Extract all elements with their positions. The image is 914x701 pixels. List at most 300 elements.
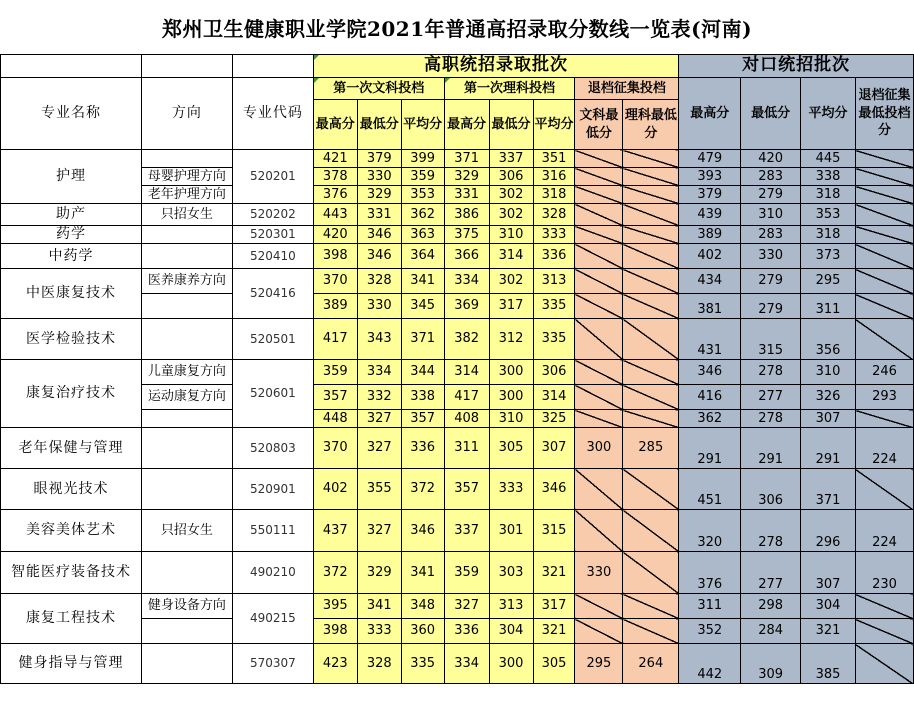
direction-cell	[141, 410, 232, 428]
major-name-cell: 眼视光技术	[1, 469, 142, 510]
wenke-avg-cell: 336	[401, 428, 444, 469]
duikou-min-header: 最低分	[741, 78, 801, 150]
wenke-max-cell: 376	[313, 186, 357, 204]
wenke-max-cell: 398	[313, 619, 357, 644]
wenke-header: 第一次文科投档	[313, 78, 444, 100]
tuidang-like-cell	[623, 410, 679, 428]
wenke-avg-cell: 341	[401, 552, 444, 594]
tuidang-like-cell	[623, 510, 679, 552]
wenke-max-cell: 448	[313, 410, 357, 428]
like-max-header: 最高分	[444, 100, 489, 150]
wenke-avg-cell: 364	[401, 244, 444, 269]
major-code-cell: 520601	[232, 360, 313, 428]
like-max-cell: 417	[444, 385, 489, 410]
like-min-cell: 302	[489, 269, 533, 294]
wenke-max-cell: 372	[313, 552, 357, 594]
duikou-max-cell: 439	[679, 204, 741, 226]
like-avg-cell: 318	[533, 186, 575, 204]
like-avg-header: 平均分	[533, 100, 575, 150]
duikou-avg-cell: 373	[801, 244, 856, 269]
duikou-avg-cell: 445	[801, 150, 856, 168]
like-avg-cell: 305	[533, 644, 575, 684]
duikou-avg-cell: 353	[801, 204, 856, 226]
major-code-cell: 520301	[232, 226, 313, 244]
tuidang-wenke-cell	[575, 410, 623, 428]
duikou-tuidang-cell	[855, 186, 913, 204]
like-min-cell: 310	[489, 410, 533, 428]
duikou-min-cell: 330	[741, 244, 801, 269]
like-max-cell: 331	[444, 186, 489, 204]
duikou-max-cell: 352	[679, 619, 741, 644]
duikou-avg-cell: 371	[801, 469, 856, 510]
duikou-avg-cell: 296	[801, 510, 856, 552]
wenke-min-cell: 327	[357, 410, 401, 428]
wenke-avg-cell: 359	[401, 168, 444, 186]
wenke-min-cell: 346	[357, 244, 401, 269]
wenke-avg-cell: 360	[401, 619, 444, 644]
major-code-cell: 520202	[232, 204, 313, 226]
major-name-cell: 医学检验技术	[1, 319, 142, 360]
like-avg-cell: 316	[533, 168, 575, 186]
table-row	[1, 469, 914, 510]
direction-cell: 运动康复方向	[141, 385, 232, 410]
direction-cell: 老年护理方向	[141, 186, 232, 204]
tuidang-like-header: 理科最低分	[623, 100, 679, 150]
duikou-batch-header: 对口统招批次	[679, 55, 914, 78]
tuidang-wenke-cell	[575, 204, 623, 226]
like-max-cell: 357	[444, 469, 489, 510]
tuidang-wenke-cell	[575, 168, 623, 186]
wenke-min-cell: 327	[357, 428, 401, 469]
tuidang-like-cell	[623, 294, 679, 319]
like-min-cell: 306	[489, 168, 533, 186]
table-row	[1, 150, 914, 168]
major-name-cell: 健身指导与管理	[1, 644, 142, 684]
like-max-cell: 314	[444, 360, 489, 385]
wenke-min-cell: 332	[357, 385, 401, 410]
like-avg-cell: 335	[533, 319, 575, 360]
duikou-max-cell: 346	[679, 360, 741, 385]
duikou-min-cell: 284	[741, 619, 801, 644]
wenke-min-cell: 333	[357, 619, 401, 644]
duikou-max-cell: 451	[679, 469, 741, 510]
duikou-tuidang-cell	[855, 168, 913, 186]
duikou-max-cell: 431	[679, 319, 741, 360]
tuidang-wenke-cell: 295	[575, 644, 623, 684]
tuidang-like-cell	[623, 226, 679, 244]
wenke-avg-cell: 357	[401, 410, 444, 428]
duikou-max-cell: 376	[679, 552, 741, 594]
like-min-header: 最低分	[489, 100, 533, 150]
major-code-cell: 520803	[232, 428, 313, 469]
tuidang-like-cell	[623, 168, 679, 186]
wenke-max-cell: 437	[313, 510, 357, 552]
wenke-max-cell: 370	[313, 269, 357, 294]
wenke-avg-cell: 399	[401, 150, 444, 168]
duikou-tuidang-cell: 246	[855, 360, 913, 385]
wenke-max-cell: 421	[313, 150, 357, 168]
duikou-avg-cell: 318	[801, 226, 856, 244]
wenke-max-cell: 359	[313, 360, 357, 385]
wenke-min-cell: 331	[357, 204, 401, 226]
wenke-avg-cell: 363	[401, 226, 444, 244]
duikou-min-cell: 277	[741, 552, 801, 594]
like-max-cell: 386	[444, 204, 489, 226]
duikou-avg-cell: 326	[801, 385, 856, 410]
duikou-max-cell: 389	[679, 226, 741, 244]
corner-cell	[232, 55, 313, 78]
like-avg-cell: 333	[533, 226, 575, 244]
major-code-cell: 520416	[232, 269, 313, 319]
like-max-cell: 382	[444, 319, 489, 360]
tuidang-like-cell	[623, 469, 679, 510]
duikou-avg-cell: 321	[801, 619, 856, 644]
wenke-min-cell: 329	[357, 186, 401, 204]
like-avg-cell: 307	[533, 428, 575, 469]
wenke-avg-cell: 344	[401, 360, 444, 385]
duikou-max-cell: 379	[679, 186, 741, 204]
major-code-cell: 550111	[232, 510, 313, 552]
like-min-cell: 317	[489, 294, 533, 319]
like-max-cell: 337	[444, 510, 489, 552]
wenke-avg-cell: 345	[401, 294, 444, 319]
tuidang-wenke-cell	[575, 385, 623, 410]
duikou-min-cell: 278	[741, 410, 801, 428]
wenke-min-cell: 328	[357, 269, 401, 294]
wenke-max-cell: 423	[313, 644, 357, 684]
table-row	[1, 360, 914, 385]
wenke-min-cell: 379	[357, 150, 401, 168]
duikou-tuidang-cell: 230	[855, 552, 913, 594]
duikou-min-cell: 279	[741, 269, 801, 294]
like-min-cell: 303	[489, 552, 533, 594]
wenke-min-cell: 330	[357, 294, 401, 319]
like-min-cell: 304	[489, 619, 533, 644]
tuidang-wenke-cell	[575, 226, 623, 244]
sheet-title: 郑州卫生健康职业学院2021年普通高招录取分数线一览表(河南)	[161, 16, 753, 41]
duikou-tuidang-header: 退档征集最低投档分	[855, 78, 913, 150]
like-min-cell: 302	[489, 186, 533, 204]
like-min-cell: 305	[489, 428, 533, 469]
like-min-cell: 300	[489, 385, 533, 410]
wenke-min-cell: 355	[357, 469, 401, 510]
table-row	[1, 644, 914, 684]
like-min-cell: 313	[489, 594, 533, 619]
like-avg-cell: 346	[533, 469, 575, 510]
like-max-cell: 359	[444, 552, 489, 594]
tuidang-like-cell	[623, 244, 679, 269]
like-min-cell: 302	[489, 204, 533, 226]
duikou-min-cell: 283	[741, 168, 801, 186]
duikou-avg-cell: 304	[801, 594, 856, 619]
tuidang-like-cell	[623, 619, 679, 644]
duikou-min-cell: 306	[741, 469, 801, 510]
like-avg-cell: 351	[533, 150, 575, 168]
like-min-cell: 333	[489, 469, 533, 510]
duikou-min-cell: 278	[741, 360, 801, 385]
duikou-avg-cell: 295	[801, 269, 856, 294]
direction-cell: 医养康养方向	[141, 269, 232, 294]
tuidang-like-cell: 285	[623, 428, 679, 469]
major-header: 专业名称	[1, 78, 142, 150]
duikou-min-cell: 279	[741, 294, 801, 319]
major-name-cell: 智能医疗装备技术	[1, 552, 142, 594]
wenke-min-cell: 330	[357, 168, 401, 186]
wenke-max-cell: 443	[313, 204, 357, 226]
wenke-min-cell: 329	[357, 552, 401, 594]
direction-cell: 健身设备方向	[141, 594, 232, 619]
major-code-cell: 490215	[232, 594, 313, 644]
major-code-cell: 490210	[232, 552, 313, 594]
duikou-min-cell: 278	[741, 510, 801, 552]
table-row	[1, 428, 914, 469]
table-row	[1, 269, 914, 294]
wenke-min-cell: 334	[357, 360, 401, 385]
wenke-avg-cell: 341	[401, 269, 444, 294]
wenke-max-cell: 402	[313, 469, 357, 510]
wenke-max-cell: 357	[313, 385, 357, 410]
duikou-min-cell: 310	[741, 204, 801, 226]
duikou-max-cell: 320	[679, 510, 741, 552]
wenke-avg-cell: 346	[401, 510, 444, 552]
duikou-tuidang-cell	[855, 469, 913, 510]
like-min-cell: 300	[489, 360, 533, 385]
wenke-min-cell: 346	[357, 226, 401, 244]
like-avg-cell: 317	[533, 594, 575, 619]
duikou-tuidang-cell	[855, 269, 913, 294]
duikou-tuidang-cell: 293	[855, 385, 913, 410]
table-row	[1, 226, 914, 244]
direction-cell	[141, 428, 232, 469]
major-name-cell: 中医康复技术	[1, 269, 142, 319]
tuidang-wenke-cell: 300	[575, 428, 623, 469]
duikou-min-cell: 420	[741, 150, 801, 168]
tuidang-like-cell	[623, 360, 679, 385]
duikou-max-cell: 291	[679, 428, 741, 469]
tuidang-like-cell	[623, 319, 679, 360]
duikou-tuidang-cell	[855, 319, 913, 360]
major-code-cell: 520410	[232, 244, 313, 269]
like-avg-cell: 306	[533, 360, 575, 385]
duikou-avg-cell: 291	[801, 428, 856, 469]
direction-header: 方向	[141, 78, 232, 150]
major-code-cell: 520901	[232, 469, 313, 510]
tuidang-like-cell	[623, 204, 679, 226]
like-max-cell: 369	[444, 294, 489, 319]
duikou-avg-cell: 311	[801, 294, 856, 319]
tuidang-wenke-cell	[575, 150, 623, 168]
table-row	[1, 594, 914, 619]
duikou-max-cell: 434	[679, 269, 741, 294]
duikou-max-cell: 479	[679, 150, 741, 168]
tuidang-wenke-cell	[575, 619, 623, 644]
corner-cell	[1, 55, 142, 78]
duikou-max-cell: 442	[679, 644, 741, 684]
table-row	[1, 552, 914, 594]
tuidang-like-cell	[623, 594, 679, 619]
tuidang-like-cell	[623, 186, 679, 204]
duikou-max-cell: 393	[679, 168, 741, 186]
like-max-cell: 375	[444, 226, 489, 244]
duikou-max-cell: 311	[679, 594, 741, 619]
major-code-cell: 520201	[232, 150, 313, 204]
wenke-max-cell: 420	[313, 226, 357, 244]
major-code-cell: 520501	[232, 319, 313, 360]
table-row	[1, 319, 914, 360]
tuidang-like-cell: 264	[623, 644, 679, 684]
wenke-min-cell: 328	[357, 644, 401, 684]
wenke-max-cell: 417	[313, 319, 357, 360]
tuidang-wenke-cell	[575, 469, 623, 510]
gaozhi-batch-header: 高职统招录取批次	[313, 55, 678, 78]
major-name-cell: 美容美体艺术	[1, 510, 142, 552]
corner-cell	[141, 55, 232, 78]
like-min-cell: 314	[489, 244, 533, 269]
duikou-min-cell: 298	[741, 594, 801, 619]
tuidang-wenke-cell	[575, 244, 623, 269]
tuidang-like-cell	[623, 150, 679, 168]
wenke-max-cell: 378	[313, 168, 357, 186]
major-name-cell: 老年保健与管理	[1, 428, 142, 469]
like-avg-cell: 321	[533, 552, 575, 594]
table-row	[1, 244, 914, 269]
wenke-max-cell: 370	[313, 428, 357, 469]
duikou-tuidang-cell: 224	[855, 428, 913, 469]
code-header: 专业代码	[232, 78, 313, 150]
score-table	[0, 54, 914, 684]
duikou-tuidang-cell	[855, 150, 913, 168]
like-min-cell: 301	[489, 510, 533, 552]
duikou-max-cell: 402	[679, 244, 741, 269]
major-name-cell: 药学	[1, 226, 142, 244]
duikou-max-cell: 381	[679, 294, 741, 319]
like-min-cell: 310	[489, 226, 533, 244]
duikou-tuidang-cell	[855, 226, 913, 244]
like-max-cell: 408	[444, 410, 489, 428]
tuidang-wenke-cell	[575, 594, 623, 619]
wenke-min-cell: 341	[357, 594, 401, 619]
duikou-min-cell: 283	[741, 226, 801, 244]
wenke-avg-cell: 338	[401, 385, 444, 410]
wenke-max-cell: 389	[313, 294, 357, 319]
like-max-cell: 327	[444, 594, 489, 619]
duikou-min-cell: 277	[741, 385, 801, 410]
tuidang-wenke-cell	[575, 269, 623, 294]
like-max-cell: 334	[444, 269, 489, 294]
like-max-cell: 334	[444, 644, 489, 684]
duikou-avg-cell: 356	[801, 319, 856, 360]
like-avg-cell: 321	[533, 619, 575, 644]
wenke-avg-cell: 353	[401, 186, 444, 204]
duikou-tuidang-cell	[855, 294, 913, 319]
tuidang-wenke-cell	[575, 319, 623, 360]
duikou-avg-cell: 307	[801, 552, 856, 594]
tuidang-header: 退档征集投档	[575, 78, 679, 100]
like-avg-cell: 315	[533, 510, 575, 552]
wenke-avg-cell: 372	[401, 469, 444, 510]
duikou-tuidang-cell	[855, 594, 913, 619]
duikou-avg-cell: 385	[801, 644, 856, 684]
direction-cell	[141, 226, 232, 244]
like-max-cell: 371	[444, 150, 489, 168]
direction-cell	[141, 552, 232, 594]
like-max-cell: 311	[444, 428, 489, 469]
major-name-cell: 康复工程技术	[1, 594, 142, 644]
duikou-tuidang-cell	[855, 204, 913, 226]
duikou-max-cell: 416	[679, 385, 741, 410]
direction-cell	[141, 294, 232, 319]
duikou-tuidang-cell	[855, 644, 913, 684]
major-name-cell: 中药学	[1, 244, 142, 269]
table-row	[1, 510, 914, 552]
direction-cell	[141, 150, 232, 168]
tuidang-like-cell	[623, 385, 679, 410]
major-name-cell: 助产	[1, 204, 142, 226]
like-max-cell: 366	[444, 244, 489, 269]
duikou-min-cell: 315	[741, 319, 801, 360]
duikou-min-cell: 279	[741, 186, 801, 204]
like-header: 第一次理科投档	[444, 78, 575, 100]
duikou-tuidang-cell: 224	[855, 510, 913, 552]
direction-cell: 母婴护理方向	[141, 168, 232, 186]
wenke-min-header: 最低分	[357, 100, 401, 150]
like-max-cell: 336	[444, 619, 489, 644]
duikou-avg-cell: 338	[801, 168, 856, 186]
direction-cell	[141, 644, 232, 684]
tuidang-like-cell	[623, 269, 679, 294]
direction-cell: 只招女生	[141, 204, 232, 226]
duikou-max-cell: 362	[679, 410, 741, 428]
wenke-min-cell: 327	[357, 510, 401, 552]
like-avg-cell: 328	[533, 204, 575, 226]
direction-cell	[141, 319, 232, 360]
duikou-avg-header: 平均分	[801, 78, 856, 150]
direction-cell	[141, 469, 232, 510]
like-max-cell: 329	[444, 168, 489, 186]
tuidang-wenke-cell	[575, 360, 623, 385]
like-avg-cell: 314	[533, 385, 575, 410]
wenke-avg-cell: 371	[401, 319, 444, 360]
like-avg-cell: 336	[533, 244, 575, 269]
wenke-max-cell: 395	[313, 594, 357, 619]
major-code-cell: 570307	[232, 644, 313, 684]
like-avg-cell: 313	[533, 269, 575, 294]
duikou-min-cell: 309	[741, 644, 801, 684]
direction-cell: 儿童康复方向	[141, 360, 232, 385]
table-row	[1, 204, 914, 226]
wenke-max-cell: 398	[313, 244, 357, 269]
major-name-cell: 康复治疗技术	[1, 360, 142, 428]
tuidang-like-cell	[623, 552, 679, 594]
wenke-max-header: 最高分	[313, 100, 357, 150]
tuidang-wenke-cell	[575, 186, 623, 204]
like-min-cell: 337	[489, 150, 533, 168]
tuidang-wenke-cell	[575, 294, 623, 319]
wenke-min-cell: 343	[357, 319, 401, 360]
wenke-avg-cell: 335	[401, 644, 444, 684]
like-avg-cell: 335	[533, 294, 575, 319]
like-min-cell: 300	[489, 644, 533, 684]
wenke-avg-cell: 362	[401, 204, 444, 226]
wenke-avg-cell: 348	[401, 594, 444, 619]
duikou-max-header: 最高分	[679, 78, 741, 150]
tuidang-wenke-cell	[575, 510, 623, 552]
duikou-avg-cell: 307	[801, 410, 856, 428]
duikou-min-cell: 291	[741, 428, 801, 469]
wenke-avg-header: 平均分	[401, 100, 444, 150]
direction-cell	[141, 619, 232, 644]
tuidang-wenke-cell: 330	[575, 552, 623, 594]
